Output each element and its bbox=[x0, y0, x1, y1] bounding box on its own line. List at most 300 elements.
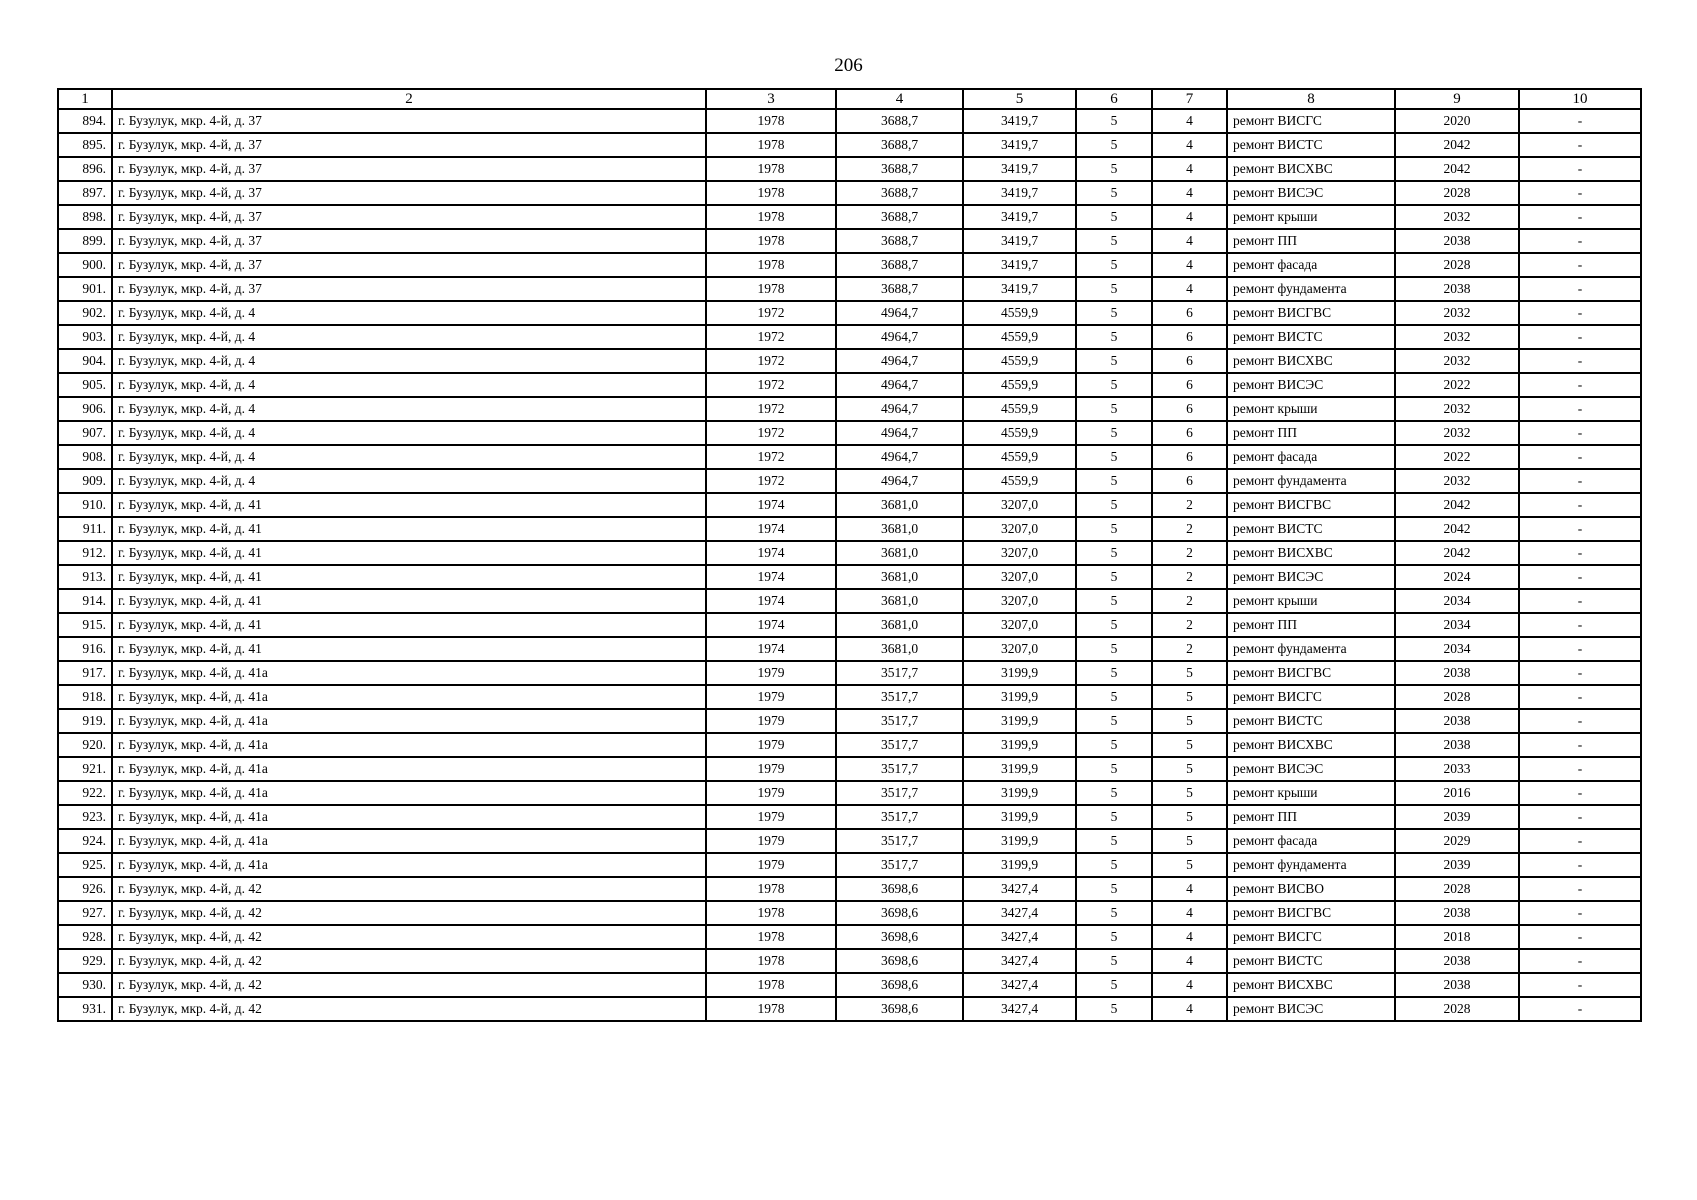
address-cell: г. Бузулук, мкр. 4-й, д. 41 bbox=[112, 589, 706, 613]
column-header-2: 2 bbox=[112, 89, 706, 109]
address-cell: г. Бузулук, мкр. 4-й, д. 41 bbox=[112, 613, 706, 637]
note-cell: - bbox=[1519, 445, 1641, 469]
year-cell: 1972 bbox=[706, 445, 836, 469]
work-type-cell: ремонт ВИСХВС bbox=[1227, 157, 1395, 181]
plan-year-cell: 2028 bbox=[1395, 997, 1519, 1021]
address-cell: г. Бузулук, мкр. 4-й, д. 42 bbox=[112, 997, 706, 1021]
floors-cell: 5 bbox=[1076, 637, 1152, 661]
living-area-cell: 3419,7 bbox=[963, 205, 1076, 229]
entrances-cell: 6 bbox=[1152, 349, 1227, 373]
living-area-cell: 3427,4 bbox=[963, 901, 1076, 925]
year-cell: 1979 bbox=[706, 733, 836, 757]
row-number-cell: 906. bbox=[58, 397, 112, 421]
address-cell: г. Бузулук, мкр. 4-й, д. 37 bbox=[112, 133, 706, 157]
work-type-cell: ремонт фундамента bbox=[1227, 853, 1395, 877]
plan-year-cell: 2029 bbox=[1395, 829, 1519, 853]
plan-year-cell: 2042 bbox=[1395, 133, 1519, 157]
row-number-cell: 895. bbox=[58, 133, 112, 157]
living-area-cell: 4559,9 bbox=[963, 421, 1076, 445]
note-cell: - bbox=[1519, 133, 1641, 157]
plan-year-cell: 2032 bbox=[1395, 469, 1519, 493]
register-table bbox=[57, 88, 1642, 1022]
living-area-cell: 3419,7 bbox=[963, 229, 1076, 253]
address-cell: г. Бузулук, мкр. 4-й, д. 41 bbox=[112, 565, 706, 589]
floors-cell: 5 bbox=[1076, 877, 1152, 901]
year-cell: 1978 bbox=[706, 973, 836, 997]
table-row bbox=[58, 517, 1641, 541]
entrances-cell: 6 bbox=[1152, 373, 1227, 397]
work-type-cell: ремонт ВИСЭС bbox=[1227, 373, 1395, 397]
table-row bbox=[58, 301, 1641, 325]
address-cell: г. Бузулук, мкр. 4-й, д. 4 bbox=[112, 301, 706, 325]
work-type-cell: ремонт ВИСГС bbox=[1227, 109, 1395, 133]
entrances-cell: 4 bbox=[1152, 109, 1227, 133]
note-cell: - bbox=[1519, 637, 1641, 661]
living-area-cell: 3207,0 bbox=[963, 613, 1076, 637]
row-number-cell: 914. bbox=[58, 589, 112, 613]
plan-year-cell: 2034 bbox=[1395, 613, 1519, 637]
plan-year-cell: 2042 bbox=[1395, 493, 1519, 517]
work-type-cell: ремонт ВИСТС bbox=[1227, 949, 1395, 973]
total-area-cell: 4964,7 bbox=[836, 421, 963, 445]
column-header-8: 8 bbox=[1227, 89, 1395, 109]
floors-cell: 5 bbox=[1076, 277, 1152, 301]
work-type-cell: ремонт ВИСХВС bbox=[1227, 541, 1395, 565]
living-area-cell: 3419,7 bbox=[963, 181, 1076, 205]
work-type-cell: ремонт ВИСЭС bbox=[1227, 181, 1395, 205]
plan-year-cell: 2028 bbox=[1395, 685, 1519, 709]
note-cell: - bbox=[1519, 493, 1641, 517]
table-row bbox=[58, 541, 1641, 565]
floors-cell: 5 bbox=[1076, 805, 1152, 829]
address-cell: г. Бузулук, мкр. 4-й, д. 41а bbox=[112, 757, 706, 781]
entrances-cell: 2 bbox=[1152, 637, 1227, 661]
row-number-cell: 918. bbox=[58, 685, 112, 709]
living-area-cell: 4559,9 bbox=[963, 373, 1076, 397]
entrances-cell: 6 bbox=[1152, 445, 1227, 469]
note-cell: - bbox=[1519, 469, 1641, 493]
floors-cell: 5 bbox=[1076, 373, 1152, 397]
address-cell: г. Бузулук, мкр. 4-й, д. 41а bbox=[112, 733, 706, 757]
row-number-cell: 923. bbox=[58, 805, 112, 829]
total-area-cell: 3681,0 bbox=[836, 517, 963, 541]
work-type-cell: ремонт фасада bbox=[1227, 445, 1395, 469]
note-cell: - bbox=[1519, 997, 1641, 1021]
table-row bbox=[58, 421, 1641, 445]
table-row bbox=[58, 829, 1641, 853]
row-number-cell: 899. bbox=[58, 229, 112, 253]
table-row bbox=[58, 253, 1641, 277]
table-row bbox=[58, 589, 1641, 613]
floors-cell: 5 bbox=[1076, 661, 1152, 685]
work-type-cell: ремонт фундамента bbox=[1227, 637, 1395, 661]
work-type-cell: ремонт крыши bbox=[1227, 397, 1395, 421]
total-area-cell: 3681,0 bbox=[836, 541, 963, 565]
floors-cell: 5 bbox=[1076, 109, 1152, 133]
table-header-row bbox=[58, 89, 1641, 109]
floors-cell: 5 bbox=[1076, 613, 1152, 637]
table-row bbox=[58, 925, 1641, 949]
row-number-cell: 904. bbox=[58, 349, 112, 373]
row-number-cell: 919. bbox=[58, 709, 112, 733]
living-area-cell: 3419,7 bbox=[963, 133, 1076, 157]
note-cell: - bbox=[1519, 229, 1641, 253]
address-cell: г. Бузулук, мкр. 4-й, д. 41 bbox=[112, 541, 706, 565]
note-cell: - bbox=[1519, 277, 1641, 301]
total-area-cell: 4964,7 bbox=[836, 373, 963, 397]
row-number-cell: 900. bbox=[58, 253, 112, 277]
work-type-cell: ремонт фасада bbox=[1227, 253, 1395, 277]
plan-year-cell: 2034 bbox=[1395, 637, 1519, 661]
floors-cell: 5 bbox=[1076, 325, 1152, 349]
total-area-cell: 3688,7 bbox=[836, 181, 963, 205]
address-cell: г. Бузулук, мкр. 4-й, д. 41а bbox=[112, 829, 706, 853]
address-cell: г. Бузулук, мкр. 4-й, д. 37 bbox=[112, 205, 706, 229]
floors-cell: 5 bbox=[1076, 949, 1152, 973]
floors-cell: 5 bbox=[1076, 421, 1152, 445]
plan-year-cell: 2038 bbox=[1395, 661, 1519, 685]
note-cell: - bbox=[1519, 589, 1641, 613]
total-area-cell: 4964,7 bbox=[836, 301, 963, 325]
plan-year-cell: 2038 bbox=[1395, 277, 1519, 301]
year-cell: 1972 bbox=[706, 469, 836, 493]
floors-cell: 5 bbox=[1076, 445, 1152, 469]
address-cell: г. Бузулук, мкр. 4-й, д. 37 bbox=[112, 277, 706, 301]
entrances-cell: 6 bbox=[1152, 469, 1227, 493]
note-cell: - bbox=[1519, 541, 1641, 565]
work-type-cell: ремонт ПП bbox=[1227, 613, 1395, 637]
address-cell: г. Бузулук, мкр. 4-й, д. 41а bbox=[112, 781, 706, 805]
floors-cell: 5 bbox=[1076, 493, 1152, 517]
floors-cell: 5 bbox=[1076, 685, 1152, 709]
entrances-cell: 4 bbox=[1152, 133, 1227, 157]
year-cell: 1978 bbox=[706, 229, 836, 253]
note-cell: - bbox=[1519, 253, 1641, 277]
year-cell: 1978 bbox=[706, 997, 836, 1021]
table-row bbox=[58, 493, 1641, 517]
floors-cell: 5 bbox=[1076, 517, 1152, 541]
living-area-cell: 3199,9 bbox=[963, 685, 1076, 709]
table-row bbox=[58, 349, 1641, 373]
work-type-cell: ремонт ВИСГВС bbox=[1227, 301, 1395, 325]
total-area-cell: 3698,6 bbox=[836, 877, 963, 901]
work-type-cell: ремонт ВИСГВС bbox=[1227, 493, 1395, 517]
living-area-cell: 3207,0 bbox=[963, 541, 1076, 565]
plan-year-cell: 2038 bbox=[1395, 973, 1519, 997]
year-cell: 1978 bbox=[706, 133, 836, 157]
note-cell: - bbox=[1519, 853, 1641, 877]
work-type-cell: ремонт ВИСЭС bbox=[1227, 997, 1395, 1021]
plan-year-cell: 2032 bbox=[1395, 205, 1519, 229]
year-cell: 1974 bbox=[706, 613, 836, 637]
address-cell: г. Бузулук, мкр. 4-й, д. 41а bbox=[112, 685, 706, 709]
note-cell: - bbox=[1519, 925, 1641, 949]
plan-year-cell: 2016 bbox=[1395, 781, 1519, 805]
row-number-cell: 928. bbox=[58, 925, 112, 949]
note-cell: - bbox=[1519, 157, 1641, 181]
address-cell: г. Бузулук, мкр. 4-й, д. 42 bbox=[112, 925, 706, 949]
work-type-cell: ремонт крыши bbox=[1227, 589, 1395, 613]
note-cell: - bbox=[1519, 781, 1641, 805]
plan-year-cell: 2042 bbox=[1395, 517, 1519, 541]
year-cell: 1979 bbox=[706, 661, 836, 685]
row-number-cell: 921. bbox=[58, 757, 112, 781]
living-area-cell: 3207,0 bbox=[963, 517, 1076, 541]
plan-year-cell: 2038 bbox=[1395, 949, 1519, 973]
living-area-cell: 3419,7 bbox=[963, 109, 1076, 133]
plan-year-cell: 2032 bbox=[1395, 397, 1519, 421]
total-area-cell: 4964,7 bbox=[836, 397, 963, 421]
table-row bbox=[58, 109, 1641, 133]
row-number-cell: 926. bbox=[58, 877, 112, 901]
note-cell: - bbox=[1519, 517, 1641, 541]
row-number-cell: 911. bbox=[58, 517, 112, 541]
row-number-cell: 920. bbox=[58, 733, 112, 757]
row-number-cell: 916. bbox=[58, 637, 112, 661]
living-area-cell: 4559,9 bbox=[963, 469, 1076, 493]
table-row bbox=[58, 277, 1641, 301]
year-cell: 1972 bbox=[706, 421, 836, 445]
row-number-cell: 897. bbox=[58, 181, 112, 205]
year-cell: 1978 bbox=[706, 925, 836, 949]
row-number-cell: 909. bbox=[58, 469, 112, 493]
total-area-cell: 3688,7 bbox=[836, 277, 963, 301]
address-cell: г. Бузулук, мкр. 4-й, д. 37 bbox=[112, 229, 706, 253]
living-area-cell: 3427,4 bbox=[963, 925, 1076, 949]
table-row bbox=[58, 949, 1641, 973]
note-cell: - bbox=[1519, 397, 1641, 421]
address-cell: г. Бузулук, мкр. 4-й, д. 42 bbox=[112, 877, 706, 901]
table-row bbox=[58, 709, 1641, 733]
entrances-cell: 6 bbox=[1152, 421, 1227, 445]
living-area-cell: 3207,0 bbox=[963, 589, 1076, 613]
year-cell: 1978 bbox=[706, 205, 836, 229]
entrances-cell: 4 bbox=[1152, 877, 1227, 901]
table-row bbox=[58, 781, 1641, 805]
address-cell: г. Бузулук, мкр. 4-й, д. 41а bbox=[112, 709, 706, 733]
plan-year-cell: 2042 bbox=[1395, 157, 1519, 181]
column-header-3: 3 bbox=[706, 89, 836, 109]
column-header-1: 1 bbox=[58, 89, 112, 109]
row-number-cell: 917. bbox=[58, 661, 112, 685]
living-area-cell: 3199,9 bbox=[963, 757, 1076, 781]
table-row bbox=[58, 397, 1641, 421]
plan-year-cell: 2024 bbox=[1395, 565, 1519, 589]
total-area-cell: 3688,7 bbox=[836, 157, 963, 181]
plan-year-cell: 2034 bbox=[1395, 589, 1519, 613]
floors-cell: 5 bbox=[1076, 133, 1152, 157]
total-area-cell: 3517,7 bbox=[836, 853, 963, 877]
total-area-cell: 3688,7 bbox=[836, 109, 963, 133]
column-header-9: 9 bbox=[1395, 89, 1519, 109]
address-cell: г. Бузулук, мкр. 4-й, д. 4 bbox=[112, 349, 706, 373]
floors-cell: 5 bbox=[1076, 589, 1152, 613]
living-area-cell: 3207,0 bbox=[963, 493, 1076, 517]
year-cell: 1972 bbox=[706, 325, 836, 349]
work-type-cell: ремонт ВИСЭС bbox=[1227, 757, 1395, 781]
address-cell: г. Бузулук, мкр. 4-й, д. 41 bbox=[112, 517, 706, 541]
row-number-cell: 908. bbox=[58, 445, 112, 469]
note-cell: - bbox=[1519, 661, 1641, 685]
plan-year-cell: 2033 bbox=[1395, 757, 1519, 781]
address-cell: г. Бузулук, мкр. 4-й, д. 41а bbox=[112, 805, 706, 829]
year-cell: 1979 bbox=[706, 829, 836, 853]
total-area-cell: 3517,7 bbox=[836, 733, 963, 757]
address-cell: г. Бузулук, мкр. 4-й, д. 4 bbox=[112, 421, 706, 445]
year-cell: 1978 bbox=[706, 109, 836, 133]
plan-year-cell: 2028 bbox=[1395, 877, 1519, 901]
work-type-cell: ремонт ВИСТС bbox=[1227, 325, 1395, 349]
floors-cell: 5 bbox=[1076, 181, 1152, 205]
row-number-cell: 896. bbox=[58, 157, 112, 181]
entrances-cell: 2 bbox=[1152, 493, 1227, 517]
entrances-cell: 4 bbox=[1152, 157, 1227, 181]
row-number-cell: 894. bbox=[58, 109, 112, 133]
entrances-cell: 5 bbox=[1152, 685, 1227, 709]
work-type-cell: ремонт ВИСГС bbox=[1227, 685, 1395, 709]
year-cell: 1972 bbox=[706, 301, 836, 325]
living-area-cell: 3419,7 bbox=[963, 277, 1076, 301]
living-area-cell: 4559,9 bbox=[963, 397, 1076, 421]
plan-year-cell: 2032 bbox=[1395, 421, 1519, 445]
work-type-cell: ремонт ВИСХВС bbox=[1227, 733, 1395, 757]
total-area-cell: 3681,0 bbox=[836, 613, 963, 637]
row-number-cell: 913. bbox=[58, 565, 112, 589]
note-cell: - bbox=[1519, 685, 1641, 709]
column-header-5: 5 bbox=[963, 89, 1076, 109]
work-type-cell: ремонт ВИСВО bbox=[1227, 877, 1395, 901]
table-row bbox=[58, 469, 1641, 493]
work-type-cell: ремонт ВИСТС bbox=[1227, 517, 1395, 541]
floors-cell: 5 bbox=[1076, 997, 1152, 1021]
entrances-cell: 4 bbox=[1152, 253, 1227, 277]
entrances-cell: 2 bbox=[1152, 589, 1227, 613]
year-cell: 1979 bbox=[706, 709, 836, 733]
living-area-cell: 3199,9 bbox=[963, 853, 1076, 877]
living-area-cell: 4559,9 bbox=[963, 301, 1076, 325]
work-type-cell: ремонт крыши bbox=[1227, 781, 1395, 805]
floors-cell: 5 bbox=[1076, 157, 1152, 181]
address-cell: г. Бузулук, мкр. 4-й, д. 42 bbox=[112, 973, 706, 997]
living-area-cell: 3199,9 bbox=[963, 709, 1076, 733]
total-area-cell: 3517,7 bbox=[836, 709, 963, 733]
floors-cell: 5 bbox=[1076, 397, 1152, 421]
total-area-cell: 3688,7 bbox=[836, 229, 963, 253]
entrances-cell: 2 bbox=[1152, 565, 1227, 589]
living-area-cell: 3419,7 bbox=[963, 157, 1076, 181]
year-cell: 1978 bbox=[706, 901, 836, 925]
column-header-10: 10 bbox=[1519, 89, 1641, 109]
entrances-cell: 4 bbox=[1152, 997, 1227, 1021]
note-cell: - bbox=[1519, 613, 1641, 637]
plan-year-cell: 2020 bbox=[1395, 109, 1519, 133]
table-row bbox=[58, 565, 1641, 589]
plan-year-cell: 2038 bbox=[1395, 229, 1519, 253]
work-type-cell: ремонт ПП bbox=[1227, 421, 1395, 445]
year-cell: 1974 bbox=[706, 637, 836, 661]
work-type-cell: ремонт ВИСТС bbox=[1227, 709, 1395, 733]
total-area-cell: 3688,7 bbox=[836, 253, 963, 277]
table-row bbox=[58, 733, 1641, 757]
living-area-cell: 3427,4 bbox=[963, 997, 1076, 1021]
table-row bbox=[58, 757, 1641, 781]
total-area-cell: 3681,0 bbox=[836, 589, 963, 613]
entrances-cell: 4 bbox=[1152, 229, 1227, 253]
floors-cell: 5 bbox=[1076, 901, 1152, 925]
floors-cell: 5 bbox=[1076, 301, 1152, 325]
row-number-cell: 929. bbox=[58, 949, 112, 973]
plan-year-cell: 2022 bbox=[1395, 373, 1519, 397]
work-type-cell: ремонт крыши bbox=[1227, 205, 1395, 229]
floors-cell: 5 bbox=[1076, 349, 1152, 373]
year-cell: 1974 bbox=[706, 565, 836, 589]
row-number-cell: 924. bbox=[58, 829, 112, 853]
year-cell: 1978 bbox=[706, 277, 836, 301]
total-area-cell: 3681,0 bbox=[836, 637, 963, 661]
floors-cell: 5 bbox=[1076, 757, 1152, 781]
entrances-cell: 4 bbox=[1152, 277, 1227, 301]
floors-cell: 5 bbox=[1076, 853, 1152, 877]
total-area-cell: 3517,7 bbox=[836, 757, 963, 781]
year-cell: 1974 bbox=[706, 517, 836, 541]
work-type-cell: ремонт ВИСЭС bbox=[1227, 565, 1395, 589]
living-area-cell: 3427,4 bbox=[963, 949, 1076, 973]
entrances-cell: 5 bbox=[1152, 733, 1227, 757]
note-cell: - bbox=[1519, 349, 1641, 373]
plan-year-cell: 2038 bbox=[1395, 709, 1519, 733]
note-cell: - bbox=[1519, 877, 1641, 901]
address-cell: г. Бузулук, мкр. 4-й, д. 4 bbox=[112, 445, 706, 469]
entrances-cell: 4 bbox=[1152, 925, 1227, 949]
address-cell: г. Бузулук, мкр. 4-й, д. 41 bbox=[112, 493, 706, 517]
entrances-cell: 2 bbox=[1152, 613, 1227, 637]
address-cell: г. Бузулук, мкр. 4-й, д. 4 bbox=[112, 373, 706, 397]
table-row bbox=[58, 229, 1641, 253]
column-header-4: 4 bbox=[836, 89, 963, 109]
table-row bbox=[58, 853, 1641, 877]
floors-cell: 5 bbox=[1076, 541, 1152, 565]
total-area-cell: 3517,7 bbox=[836, 805, 963, 829]
table-body bbox=[58, 109, 1641, 1021]
year-cell: 1979 bbox=[706, 853, 836, 877]
year-cell: 1979 bbox=[706, 805, 836, 829]
row-number-cell: 931. bbox=[58, 997, 112, 1021]
row-number-cell: 910. bbox=[58, 493, 112, 517]
total-area-cell: 3698,6 bbox=[836, 925, 963, 949]
plan-year-cell: 2022 bbox=[1395, 445, 1519, 469]
row-number-cell: 901. bbox=[58, 277, 112, 301]
note-cell: - bbox=[1519, 829, 1641, 853]
entrances-cell: 4 bbox=[1152, 973, 1227, 997]
work-type-cell: ремонт ВИСТС bbox=[1227, 133, 1395, 157]
entrances-cell: 5 bbox=[1152, 757, 1227, 781]
column-header-7: 7 bbox=[1152, 89, 1227, 109]
year-cell: 1979 bbox=[706, 757, 836, 781]
address-cell: г. Бузулук, мкр. 4-й, д. 42 bbox=[112, 901, 706, 925]
note-cell: - bbox=[1519, 709, 1641, 733]
row-number-cell: 905. bbox=[58, 373, 112, 397]
living-area-cell: 4559,9 bbox=[963, 325, 1076, 349]
table-row bbox=[58, 325, 1641, 349]
year-cell: 1974 bbox=[706, 589, 836, 613]
table-row bbox=[58, 205, 1641, 229]
table-row bbox=[58, 901, 1641, 925]
address-cell: г. Бузулук, мкр. 4-й, д. 41 bbox=[112, 637, 706, 661]
entrances-cell: 4 bbox=[1152, 205, 1227, 229]
note-cell: - bbox=[1519, 373, 1641, 397]
work-type-cell: ремонт фасада bbox=[1227, 829, 1395, 853]
column-header-6: 6 bbox=[1076, 89, 1152, 109]
